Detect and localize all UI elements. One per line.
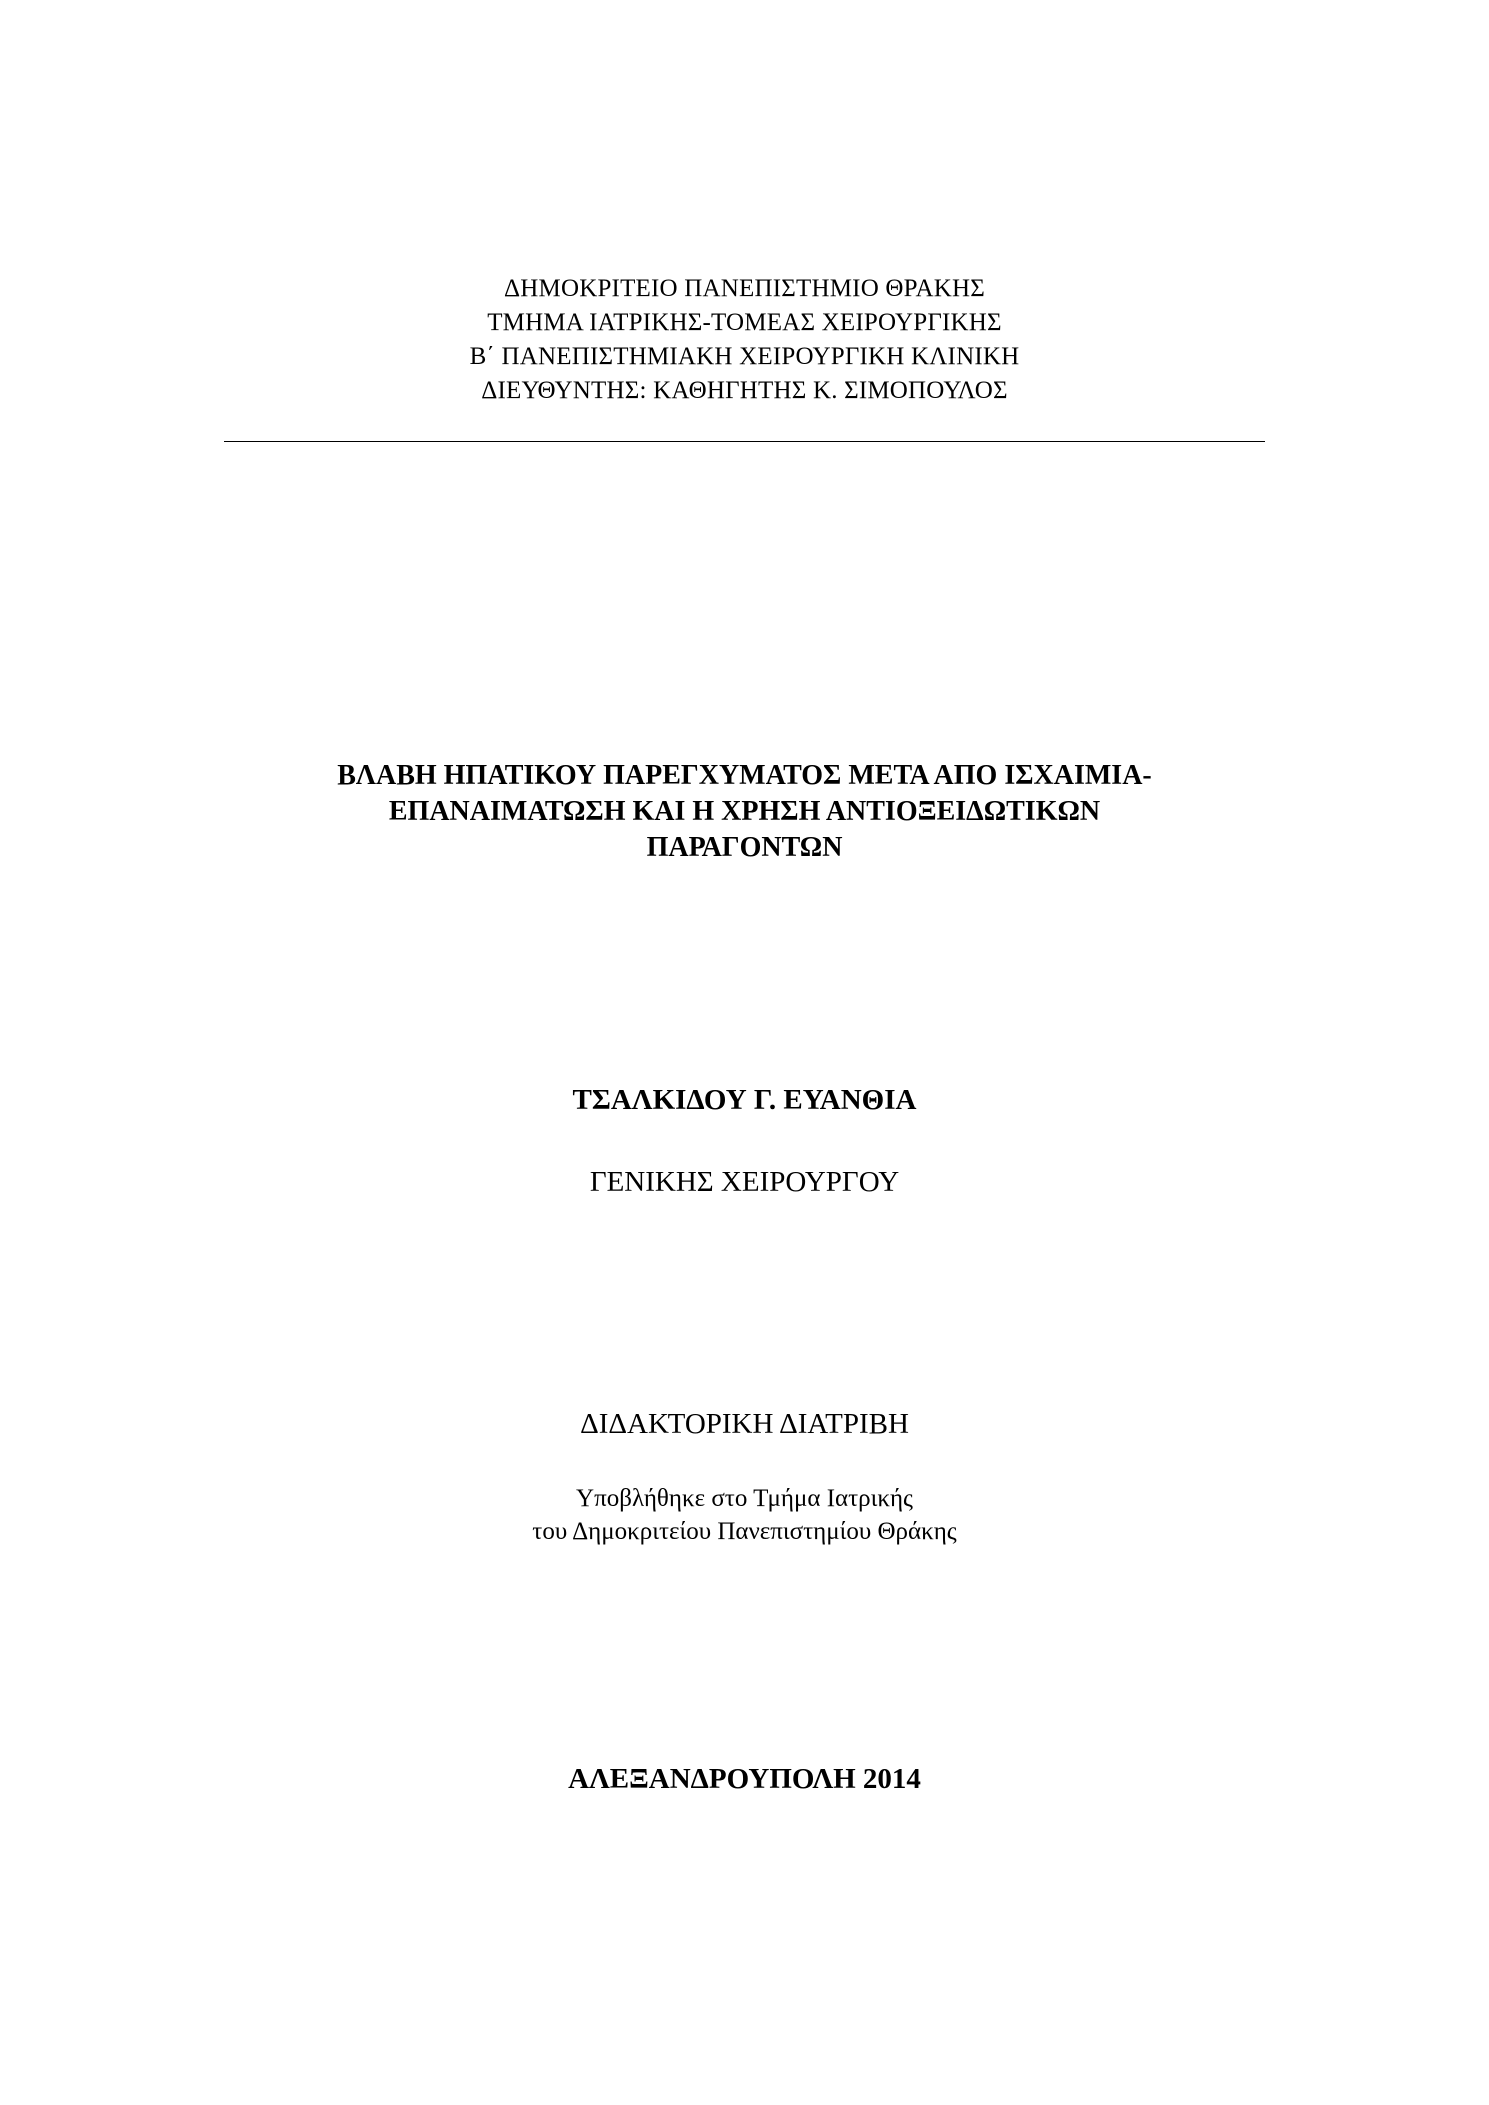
thesis-title-line-1: ΒΛΑΒΗ ΗΠΑΤΙΚΟΥ ΠΑΡΕΓΧΥΜΑΤΟΣ ΜΕΤΑ ΑΠΟ ΙΣΧΑΙΜΙΑ-	[337, 760, 1152, 791]
department-name: ΤΜΗΜΑ ΙΑΤΡΙΚΗΣ-ΤΟΜΕΑΣ ΧΕΙΡΟΥΡΓΙΚΗΣ	[487, 309, 1002, 336]
submission-line-1: Υποβλήθηκε στο Τμήμα Ιατρικής	[576, 1485, 913, 1512]
thesis-title	[0, 758, 1489, 866]
submission-line-2: του Δημοκριτείου Πανεπιστημίου Θράκης	[532, 1518, 957, 1545]
author-name: ΤΣΑΛΚΙΔΟΥ Γ. ΕΥΑΝΘΙΑ	[572, 1084, 917, 1116]
header-divider	[224, 441, 1265, 442]
clinic-name: Β΄ ΠΑΝΕΠΙΣΤΗΜΙΑΚΗ ΧΕΙΡΟΥΡΓΙΚΗ ΚΛΙΝΙΚΗ	[469, 343, 1020, 370]
document-type: ΔΙΔΑΚΤΟΡΙΚΗ ΔΙΑΤΡΙΒΗ	[580, 1408, 909, 1440]
director-name: ΔΙΕΥΘΥΝΤΗΣ: ΚΑΘΗΓΗΤΗΣ Κ. ΣΙΜΟΠΟΥΛΟΣ	[481, 377, 1008, 404]
submission-statement	[0, 1482, 1489, 1548]
university-name: ΔΗΜΟΚΡΙΤΕΙΟ ΠΑΝΕΠΙΣΤΗΜΙΟ ΘΡΑΚΗΣ	[503, 275, 986, 302]
thesis-title-line-3: ΠΑΡΑΓΟΝΤΩΝ	[646, 832, 843, 863]
place-and-year: ΑΛΕΞΑΝΔΡΟΥΠΟΛΗ 2014	[568, 1763, 921, 1795]
author-specialty: ΓΕΝΙΚΗΣ ΧΕΙΡΟΥΡΓΟΥ	[589, 1166, 900, 1198]
institution-header	[0, 272, 1489, 408]
thesis-title-line-2: ΕΠΑΝΑΙΜΑΤΩΣΗ ΚΑΙ Η ΧΡΗΣΗ ΑΝΤΙΟΞΕΙΔΩΤΙΚΩΝ	[388, 796, 1101, 827]
